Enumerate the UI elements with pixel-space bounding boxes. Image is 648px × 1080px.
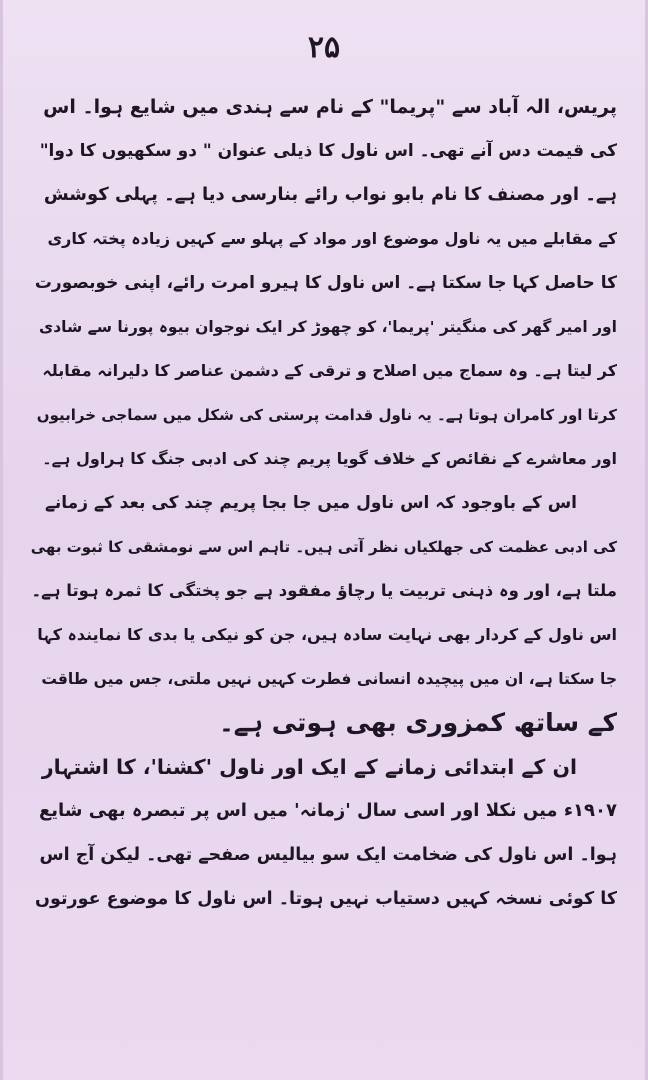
text-line: کی قیمت دس آنے تھی۔ اس ناول کا ذیلی عنوان " دو سکھیوں کا دوا" — [39, 141, 617, 161]
text-line: کے مقابلے میں یہ ناول موضوع اور مواد کے پہلو سے کہیں زیادہ پختہ کاری — [47, 229, 617, 248]
text-line: کے ساتھ کمزوری بھی ہوتی ہے۔ — [219, 708, 617, 737]
body-text — [31, 85, 617, 921]
text-line: کی ادبی عظمت کی جھلکیاں نظر آتی ہیں۔ تاہم اس سے نومشقی کا ثبوت بھی — [31, 538, 617, 556]
text-line: کرتا اور کامران ہوتا ہے۔ یہ ناول قدامت پرستی کی شکل میں سماجی خرابیوں — [36, 406, 617, 424]
text-line: اور معاشرے کے نقائص کے خلاف گویا پریم چند کی ادبی جنگ کا ہراول ہے۔ — [42, 449, 617, 468]
text-line: کا حاصل کہا جا سکتا ہے۔ اس ناول کا ہیرو امرت رائے، اپنی خوبصورت — [34, 273, 617, 293]
text-line: ۱۹۰۷ء میں نکلا اور اسی سال 'زمانہ' میں اس پر تبصرہ بھی شایع — [38, 800, 617, 821]
text-line: ہوا۔ اس ناول کی ضخامت ایک سو بیالیس صفحے تھی۔ لیکن آج اس — [39, 845, 617, 865]
text-line: پریس، الہ آباد سے "پریما" کے نام سے ہندی میں شایع ہوا۔ اس — [43, 96, 617, 118]
text-line: ان کے ابتدائی زمانے کے ایک اور ناول 'کشنا'، کا اشتہار — [41, 755, 577, 779]
text-line: ہے۔ اور مصنف کا نام بابو نواب رائے بنارسی دیا ہے۔ پہلی کوشش — [43, 184, 617, 205]
text-line: اور امیر گھر کی منگیتر 'پریما'، کو چھوڑ کر ایک نوجوان بیوہ پورنا سے شادی — [39, 318, 617, 336]
text-line: کر لیتا ہے۔ وہ سماج میں اصلاح و ترقی کے دشمن عناصر کا دلیرانہ مقابلہ — [42, 361, 617, 380]
text-line: ملتا ہے، اور وہ ذہنی تربیت یا رچاؤ مفقود ہے جو پختگی کا ثمرہ ہوتا ہے۔ — [31, 581, 617, 600]
page-number: ۲۵ — [307, 30, 341, 65]
text-line: جا سکتا ہے، ان میں پیچیدہ انسانی فطرت کہیں نہیں ملتی، جس میں طاقت — [41, 670, 617, 688]
text-line: کا کوئی نسخہ کہیں دستیاب نہیں ہوتا۔ اس ناول کا موضوع عورتوں — [35, 889, 617, 909]
text-line: اس کے باوجود کہ اس ناول میں جا بجا پریم چند کی بعد کے زمانے — [44, 493, 577, 513]
text-line: اس ناول کے کردار بھی نہایت سادہ ہیں، جن کو نیکی یا بدی کا نمایندہ کہا — [37, 625, 617, 644]
